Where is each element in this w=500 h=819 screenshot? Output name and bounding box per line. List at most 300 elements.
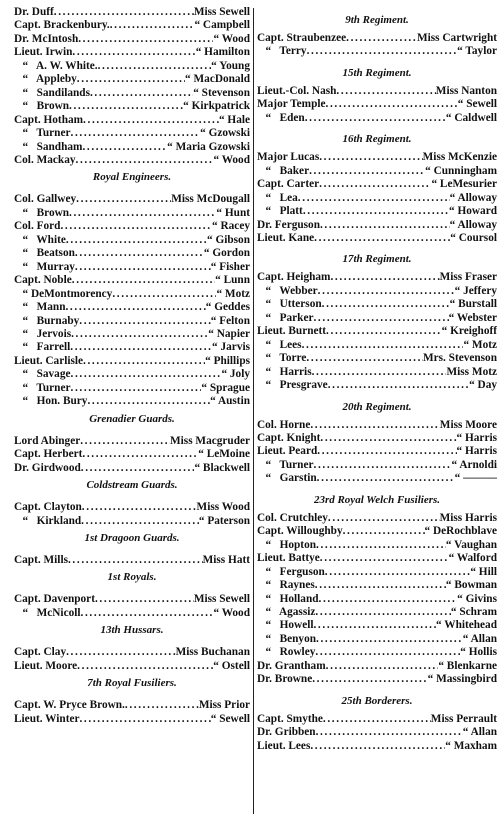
- dot-leader: [315, 579, 446, 592]
- partner-name: “ Maria Gzowski: [167, 140, 250, 153]
- partner-name: Miss Sewell: [193, 6, 250, 18]
- officer-name: “ Mann: [14, 301, 66, 314]
- officer-name: “ Utterson: [257, 298, 322, 311]
- list-item: [14, 114, 250, 127]
- dot-leader: [316, 726, 463, 739]
- list-item: [14, 127, 250, 140]
- officer-name: Lieut. Battye: [257, 552, 320, 565]
- officer-name: “ Benyon: [257, 632, 317, 645]
- dot-leader: [326, 660, 439, 673]
- partner-name: “ Alloway: [449, 191, 497, 204]
- partner-name: Miss McKenzie: [422, 151, 497, 164]
- partner-name: “ Arnoldi: [451, 458, 497, 471]
- dot-leader: [306, 352, 423, 365]
- list-item: [257, 325, 497, 338]
- list-item: [257, 606, 497, 619]
- list-item: [257, 646, 497, 659]
- dot-leader: [320, 432, 456, 445]
- dot-leader: [110, 19, 195, 32]
- partner-name: “ Campbell: [194, 19, 250, 32]
- list-item: [257, 219, 497, 232]
- section-heading: Coldstream Guards.: [86, 479, 178, 492]
- dot-leader: [315, 646, 460, 659]
- officer-name: Capt. Davenport: [14, 593, 95, 606]
- officer-name: Dr. Girdwood: [14, 461, 81, 474]
- list-item: [257, 32, 497, 45]
- dot-leader: [90, 87, 193, 100]
- section-heading: Royal Engineers.: [92, 171, 172, 184]
- partner-name: “ Austin: [210, 395, 250, 408]
- list-item: [257, 445, 497, 458]
- partner-name: Miss Macgruder: [170, 434, 250, 447]
- list-item: [257, 312, 497, 325]
- officer-name: Dr. McIntosh: [14, 32, 79, 45]
- partner-name: “ Hollis: [460, 646, 497, 659]
- partner-name: “ Lunn: [215, 274, 250, 287]
- dot-leader: [82, 141, 167, 154]
- list-item: [14, 328, 250, 341]
- partner-name: “ Gordon: [203, 247, 250, 260]
- officer-name: “ Savage: [14, 368, 71, 381]
- list-item: [257, 673, 497, 686]
- officer-name: Capt. Herbert: [14, 448, 83, 461]
- list-item: [257, 232, 497, 245]
- partner-name: “ Ostell: [213, 659, 250, 672]
- officer-name: Lieut. Kane: [257, 231, 315, 244]
- partner-name: “ LeMesurier: [431, 178, 497, 191]
- list-item: [14, 247, 250, 260]
- dot-leader: [66, 234, 207, 247]
- section-heading: 25th Borderers.: [341, 694, 413, 707]
- partner-name: “ Bowman: [445, 579, 497, 592]
- dot-leader: [322, 298, 450, 311]
- list-item: [257, 112, 497, 125]
- list-item: [257, 726, 497, 739]
- list-item: [257, 285, 497, 298]
- officer-name: “ McNicoll: [14, 606, 81, 619]
- column-divider: [253, 8, 254, 814]
- dot-leader: [78, 33, 213, 46]
- partner-name: Miss Sewell: [193, 593, 250, 606]
- officer-name: “ Hopton: [257, 538, 317, 551]
- partner-name: “ Sprague: [201, 381, 250, 394]
- dot-leader: [54, 6, 194, 19]
- officer-name: “ Brown: [14, 206, 70, 219]
- list-item: [14, 154, 250, 167]
- list-item: [14, 87, 250, 100]
- list-item: [14, 6, 250, 19]
- section-heading: 1st Royals.: [107, 571, 157, 584]
- partner-name: “ Felton: [210, 314, 250, 327]
- dot-leader: [298, 192, 450, 205]
- dot-leader: [312, 366, 447, 379]
- list-item: [14, 315, 250, 328]
- dot-leader: [316, 633, 463, 646]
- partner-name: “ LeMoine: [198, 448, 250, 461]
- list-item: [257, 178, 497, 191]
- list-item: [14, 73, 250, 86]
- partner-name: “ Blackwell: [194, 461, 250, 474]
- dot-leader: [312, 673, 427, 686]
- dot-leader: [66, 646, 176, 659]
- list-item: [14, 341, 250, 354]
- section-heading: 15th Regiment.: [342, 66, 412, 79]
- officer-name: “ White: [14, 233, 66, 246]
- officer-name: Lieut. Burnett: [257, 325, 327, 338]
- list-item: [257, 165, 497, 178]
- dot-leader: [83, 355, 205, 368]
- partner-name: “ Sewell: [210, 712, 250, 725]
- list-item: [257, 512, 497, 525]
- dot-leader: [79, 713, 210, 726]
- officer-name: Capt. Noble: [14, 274, 72, 287]
- dot-leader: [69, 207, 216, 220]
- dot-leader: [326, 98, 458, 111]
- partner-name: Miss Motz: [446, 365, 497, 378]
- list-item: [14, 660, 250, 673]
- partner-name: “ Stevenson: [193, 86, 250, 99]
- partner-name: Miss Perrault: [430, 712, 497, 725]
- dot-leader: [320, 552, 449, 565]
- officer-name: Lieut. Winter: [14, 712, 80, 725]
- partner-name: “ Jeffery: [454, 284, 497, 297]
- partner-name: “ Napier: [208, 327, 250, 340]
- dot-leader: [317, 445, 456, 458]
- officer-name: Dr. Gribben: [257, 726, 316, 739]
- partner-name: “ Caldwell: [445, 111, 497, 124]
- partner-name: “ Hill: [470, 565, 497, 578]
- dot-leader: [305, 112, 446, 125]
- dot-leader: [315, 606, 450, 619]
- dot-leader: [336, 85, 435, 98]
- list-item: [257, 192, 497, 205]
- dot-leader: [330, 271, 439, 284]
- left-column: [14, 6, 250, 726]
- officer-name: “ Hon. Bury: [14, 395, 88, 408]
- partner-name: “ Gzowski: [200, 127, 250, 140]
- section-heading: 16th Regiment.: [342, 133, 412, 146]
- officer-name: “ Turner: [14, 127, 71, 140]
- dot-leader: [316, 539, 446, 552]
- officer-name: “ Kirkland: [14, 514, 82, 527]
- list-item: [257, 459, 497, 472]
- right-column: [257, 6, 497, 753]
- dot-leader: [343, 525, 425, 538]
- partner-name: “ Taylor: [457, 45, 497, 58]
- partner-name: Miss McDougall: [171, 193, 250, 206]
- partner-name: “ Howard: [448, 205, 497, 218]
- officer-name: “ Agassiz: [257, 605, 316, 618]
- officer-name: Capt. Mills: [14, 553, 68, 566]
- officer-name: Lieut. Irwin: [14, 46, 73, 59]
- partner-name: “ Harris: [456, 431, 497, 444]
- dot-leader: [328, 379, 469, 392]
- list-item: [14, 220, 250, 233]
- dot-leader: [68, 554, 203, 567]
- officer-name: “ Jervois: [14, 327, 72, 340]
- dot-leader: [323, 713, 431, 726]
- partner-name: “ Motz: [463, 338, 497, 351]
- dot-leader: [72, 274, 215, 287]
- partner-name: “ Wood: [213, 606, 250, 619]
- dot-leader: [71, 368, 222, 381]
- dot-leader: [319, 178, 431, 191]
- list-item: [257, 660, 497, 673]
- dot-leader: [314, 459, 452, 472]
- officer-name: Capt. Heigham: [257, 271, 331, 284]
- list-item: [257, 432, 497, 445]
- partner-name: “ Racey: [212, 220, 250, 233]
- dot-leader: [81, 462, 195, 475]
- officer-name: “ Raynes: [257, 579, 315, 592]
- partner-name: “ Joly: [221, 368, 250, 381]
- dot-leader: [98, 60, 212, 73]
- dot-leader: [320, 219, 450, 232]
- officer-name: “ Turner: [14, 381, 71, 394]
- list-item: [257, 271, 497, 284]
- officer-name: “ Torre: [257, 352, 307, 365]
- list-item: [14, 60, 250, 73]
- dot-leader: [71, 382, 202, 395]
- dot-leader: [76, 154, 214, 167]
- list-item: [257, 525, 497, 538]
- partner-name: “ Hamilton: [195, 46, 250, 59]
- dot-leader: [319, 593, 458, 606]
- dot-leader: [80, 435, 170, 448]
- officer-name: “ Webber: [257, 284, 318, 297]
- dot-leader: [82, 501, 197, 514]
- list-item: [257, 205, 497, 218]
- list-item: [14, 501, 250, 514]
- partner-name: “ ———: [454, 472, 497, 485]
- dot-leader: [71, 328, 208, 341]
- officer-name: Col. Mackay: [14, 153, 76, 166]
- officer-name: “ Baker: [257, 164, 310, 177]
- partner-name: Miss Moore: [439, 418, 497, 431]
- list-item: [14, 141, 250, 154]
- list-item: [14, 448, 250, 461]
- officer-name: Col. Crutchley: [257, 511, 328, 524]
- dot-leader: [87, 395, 210, 408]
- dot-leader: [75, 261, 211, 274]
- partner-name: “ Vaughan: [445, 538, 497, 551]
- officer-name: “ Appleby: [14, 73, 77, 86]
- partner-name: Miss Hatt: [202, 553, 250, 566]
- dot-leader: [317, 472, 455, 485]
- officer-name: “ Farrell: [14, 341, 71, 354]
- dot-leader: [319, 151, 422, 164]
- officer-name: “ Murray: [14, 260, 75, 273]
- list-item: [257, 298, 497, 311]
- partner-name: “ Motz: [216, 287, 250, 300]
- list-item: [14, 699, 250, 712]
- officer-name: Capt. Hotham: [14, 113, 84, 126]
- partner-name: “ Geddes: [205, 301, 250, 314]
- dot-leader: [326, 325, 442, 338]
- list-item: [14, 46, 250, 59]
- partner-name: “ Gibson: [206, 233, 250, 246]
- officer-name: Lieut. Moore: [14, 659, 78, 672]
- partner-name: “ Paterson: [198, 514, 250, 527]
- officer-name: “ Presgrave: [257, 379, 328, 392]
- dot-leader: [325, 566, 471, 579]
- officer-name: “ Terry: [257, 45, 307, 58]
- list-item: [257, 579, 497, 592]
- officer-name: “ Brown: [14, 100, 70, 113]
- partner-name: “ Coursol: [450, 231, 497, 244]
- partner-name: Miss Prior: [198, 699, 250, 712]
- dot-leader: [72, 46, 195, 59]
- officer-name: “ Sandham: [14, 140, 83, 153]
- list-item: [14, 274, 250, 287]
- partner-name: “ Sewell: [457, 98, 497, 111]
- section-heading: 20th Regiment.: [342, 400, 412, 413]
- dot-leader: [328, 512, 440, 525]
- partner-name: “ Fisher: [210, 260, 250, 273]
- dot-leader: [302, 339, 464, 352]
- dot-leader: [77, 660, 213, 673]
- list-item: [257, 85, 497, 98]
- list-item: [257, 566, 497, 579]
- officer-name: Lieut.-Col. Nash: [257, 84, 337, 97]
- section-heading: 1st Dragoon Guards.: [84, 531, 180, 544]
- dot-leader: [95, 593, 194, 606]
- officer-name: “ Holland: [257, 592, 319, 605]
- list-item: [14, 713, 250, 726]
- dot-leader: [81, 515, 199, 528]
- partner-name: Miss Fraser: [439, 271, 497, 284]
- list-item: [14, 646, 250, 659]
- list-item: [14, 193, 250, 206]
- dot-leader: [313, 619, 436, 632]
- officer-name: Lord Abinger: [14, 434, 81, 447]
- partner-name: “ Young: [211, 59, 250, 72]
- list-item: [14, 462, 250, 475]
- partner-name: Miss Nanton: [435, 84, 497, 97]
- dot-leader: [307, 45, 458, 58]
- list-item: [14, 515, 250, 528]
- officer-name: Lieut. Carlisle: [14, 354, 84, 367]
- partner-name: “ Hale: [218, 113, 250, 126]
- section-heading: 13th Hussars.: [100, 624, 164, 637]
- list-item: [14, 33, 250, 46]
- list-item: [14, 100, 250, 113]
- list-item: [14, 261, 250, 274]
- officer-name: Major Lucas: [257, 151, 320, 164]
- dot-leader: [79, 315, 210, 328]
- officer-name: “ Lees: [257, 338, 302, 351]
- partner-name: “ Burstall: [449, 298, 497, 311]
- officer-name: Dr. Duff: [14, 6, 54, 18]
- officer-name: Col. Horne: [257, 418, 311, 431]
- list-item: [14, 368, 250, 381]
- partner-name: “ MacDonald: [185, 73, 250, 86]
- dot-leader: [71, 127, 201, 140]
- list-item: [14, 234, 250, 247]
- partner-name: “ Walford: [448, 552, 497, 565]
- officer-name: Capt. Carter: [257, 178, 320, 191]
- list-item: [257, 593, 497, 606]
- officer-name: Major Temple: [257, 98, 326, 111]
- officer-name: “ Lea: [257, 191, 298, 204]
- partner-name: “ Givins: [457, 592, 497, 605]
- officer-name: “ Sandilands: [14, 86, 90, 99]
- dot-leader: [83, 114, 219, 127]
- list-item: [257, 619, 497, 632]
- list-item: [257, 552, 497, 565]
- section-heading: 17th Regiment.: [342, 253, 412, 266]
- officer-name: Capt. Willoughby: [257, 525, 343, 538]
- officer-name: Capt. Brackenbury.: [14, 19, 110, 32]
- list-item: [257, 740, 497, 753]
- partner-name: “ Alloway: [449, 218, 497, 231]
- partner-name: Miss Buchanan: [175, 646, 250, 659]
- dot-leader: [125, 699, 199, 712]
- partner-name: “ Massingbird: [427, 673, 497, 686]
- partner-name: “ Blenkarne: [438, 659, 497, 672]
- partner-name: “ Day: [469, 379, 497, 392]
- partner-name: Mrs. Stevenson: [422, 352, 497, 365]
- officer-name: Capt. Clay: [14, 646, 67, 659]
- dot-leader: [60, 220, 212, 233]
- partner-name: Miss Harris: [439, 511, 497, 524]
- list-item: [14, 435, 250, 448]
- partner-name: Miss Cartwright: [416, 32, 497, 44]
- officer-name: Col. Ford: [14, 220, 61, 233]
- list-item: [257, 539, 497, 552]
- section-heading: 9th Regiment.: [345, 14, 409, 26]
- dot-leader: [346, 32, 417, 45]
- officer-name: Dr. Grantham: [257, 659, 326, 672]
- partner-name: “ DeRochblave: [424, 525, 497, 538]
- section-heading: 7th Royal Fusiliers.: [87, 677, 177, 690]
- officer-name: Lieut. Peard: [257, 445, 318, 458]
- officer-name: “ Rowley: [257, 646, 316, 659]
- officer-name: “ Ferguson: [257, 565, 325, 578]
- list-item: [257, 45, 497, 58]
- dot-leader: [70, 341, 212, 354]
- officer-name: “ A. W. White.: [14, 59, 98, 72]
- list-item: [257, 472, 497, 485]
- officer-name: Capt. Knight: [257, 431, 321, 444]
- list-item: [14, 395, 250, 408]
- officer-name: Capt. Straubenzee: [257, 32, 347, 44]
- list-item: [14, 207, 250, 220]
- dot-leader: [303, 205, 449, 218]
- officer-name: Dr. Ferguson: [257, 218, 320, 231]
- officer-name: Lieut. Lees: [257, 739, 311, 752]
- section-heading: 23rd Royal Welch Fusiliers.: [313, 493, 441, 506]
- partner-name: “ Hunt: [216, 206, 250, 219]
- list-item: [257, 151, 497, 164]
- list-item: [14, 607, 250, 620]
- list-item: [14, 593, 250, 606]
- dot-leader: [309, 165, 425, 178]
- partner-name: “ Kreighoff: [441, 325, 497, 338]
- officer-name: “ Garstin: [257, 472, 317, 485]
- dot-leader: [65, 301, 205, 314]
- partner-name: “ Phillips: [205, 354, 250, 367]
- partner-name: “ Jarvis: [212, 341, 250, 354]
- officer-name: “ Turner: [257, 458, 314, 471]
- partner-name: “ Harris: [456, 445, 497, 458]
- list-item: [257, 419, 497, 432]
- partner-name: “ Webster: [448, 311, 497, 324]
- list-item: [257, 366, 497, 379]
- partner-name: “ Wood: [213, 153, 250, 166]
- list-item: [14, 19, 250, 32]
- partner-name: “ Kirkpatrick: [183, 100, 250, 113]
